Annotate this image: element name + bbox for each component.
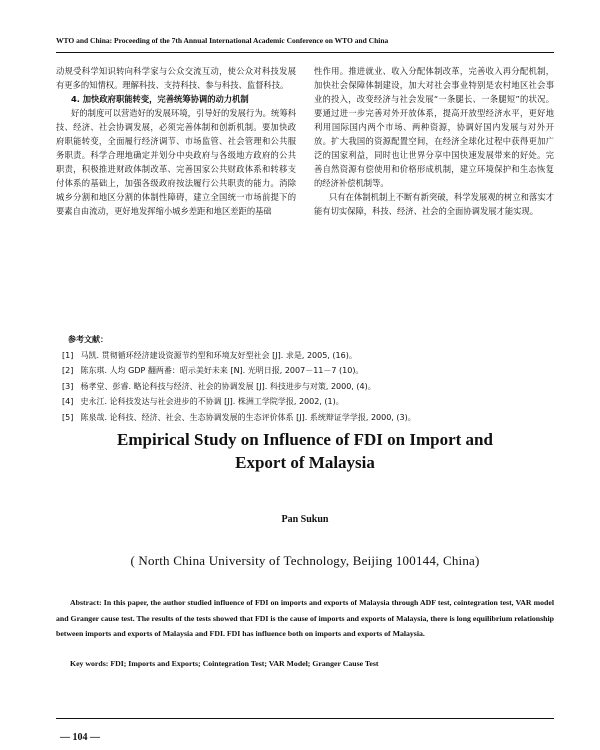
header-rule: [56, 52, 554, 53]
abstract-label: Abstract:: [70, 598, 102, 607]
two-column-body: [56, 64, 554, 304]
left-paragraph-1: 动规受科学知识转向科学家与公众交流互动，使公众对科技发展有更多的知情权。理解科技、支持科技、参与科技、监督科技。: [56, 66, 296, 90]
references-title: 参考文献：: [68, 335, 108, 344]
abstract: [56, 595, 554, 642]
page-number: — 104 —: [60, 732, 100, 743]
right-column: [314, 64, 554, 304]
reference-number: [3]: [62, 381, 74, 391]
reference-text: 史永江. 论科技发达与社会进步的不协调 [J]. 株洲工学院学报, 2002, (1)。: [80, 397, 344, 406]
left-paragraph-2: 好的制度可以营造好的发展环境，引导好的发展行为。统筹科技、经济、社会协调发展，必须完善体制和创新机制。要加快政府职能转变，全面履行经济调节、市场监管、社会管理和公共服务职责。科学合理地确定并划分中央政府与各级地方政府的公共职责，积极推进财政体制改革、完善国家公共财政体系和转移支付体系的基础上，加强各级政府按法履行公共职责的能力。消除城乡分割和地区分割的体制性障碍，建立全国统一市场前提下的要素自由流动，更好地发挥缩小城乡差距和地区差距的基础: [56, 108, 296, 216]
keywords-text: FDI; Imports and Exports; Cointegration Test; VAR Model; Granger Cause Test: [108, 659, 379, 668]
reference-text: 马凯. 贯彻循环经济建设资源节约型和环境友好型社会 [J]. 求是, 2005, (16)。: [80, 350, 357, 360]
running-header: WTO and China: Proceeding of the 7th Annual International Academic Conference on WTO and China: [56, 36, 389, 45]
reference-item: [62, 410, 557, 426]
reference-number: [5]: [62, 412, 74, 422]
references-section: [62, 332, 557, 425]
reference-text: 杨孝堂、彭睿. 略论科技与经济、社会的协调发展 [J]. 科技进步与对策, 2000, (4)。: [80, 381, 376, 391]
footer-rule: [56, 718, 554, 719]
reference-item: [62, 348, 557, 364]
article-author: Pan Sukun: [281, 514, 329, 525]
article-title-line-1: Empirical Study on Influence of FDI on Import and: [117, 430, 493, 449]
reference-number: [1]: [62, 350, 74, 360]
right-paragraph-1: 性作用。推进就业、收入分配体制改革，完善收入再分配机制，加快社会保障体制建设，加大对社会事业特别是农村地区社会事业的投入，改变经济与社会发展“一条腿长、一条腿短”的状况。要通过进一步完善对外开放体系，提高开放型经济水平，更好地利用国际国内两个市场、两种资源，协调好国内发展与对外开放。扩大我国的资源配置空间，在经济全球化过程中获得更加广泛的国家利益，同时也让世界分享中国快速发展带来的好处。完善自然资源有偿使用和价格形成机制，建立环境保护和生态恢复的经济补偿机制等。: [314, 66, 554, 188]
article-title: [56, 428, 554, 474]
reference-text: 陈泉哉. 论科技、经济、社会、生态协调发展的生态评价体系 [J]. 系统辩证学学报, 2000, (3)。: [80, 412, 416, 422]
reference-item: [62, 379, 557, 395]
left-column: [56, 64, 296, 304]
keywords: [56, 659, 554, 668]
section-heading-4: 4. 加快政府职能转变，完善统筹协调的动力机制: [70, 94, 249, 104]
reference-item: [62, 363, 557, 379]
reference-text: 陈东琪. 人均 GDP 翻两番：昭示美好未来 [N]. 光明日报, 2007－11－7 (10)。: [80, 366, 364, 375]
keywords-label: Key words:: [70, 659, 109, 668]
reference-number: [4]: [62, 397, 74, 406]
reference-item: [62, 394, 557, 410]
article-affiliation: ( North China University of Technology, Beijing 100144, China): [130, 553, 480, 568]
reference-number: [2]: [62, 366, 74, 375]
article-title-line-2: Export of Malaysia: [235, 453, 375, 472]
right-paragraph-2: 只有在体制机制上不断有新突破，科学发展观的树立和落实才能有切实保障，科技、经济、社会的全面协调发展才能实现。: [314, 192, 554, 216]
abstract-text: In this paper, the author studied influence of FDI on imports and exports of Malaysia through ADF test, cointegration test, VAR model and Granger cause test. The results of the tests showed that FDI is the cause of imports and exports of Malaysia, there is long equilibrium relationship between imports and exports of Malaysia and FDI. FDI has influence both on imports and exports of Malaysia.: [56, 598, 554, 638]
